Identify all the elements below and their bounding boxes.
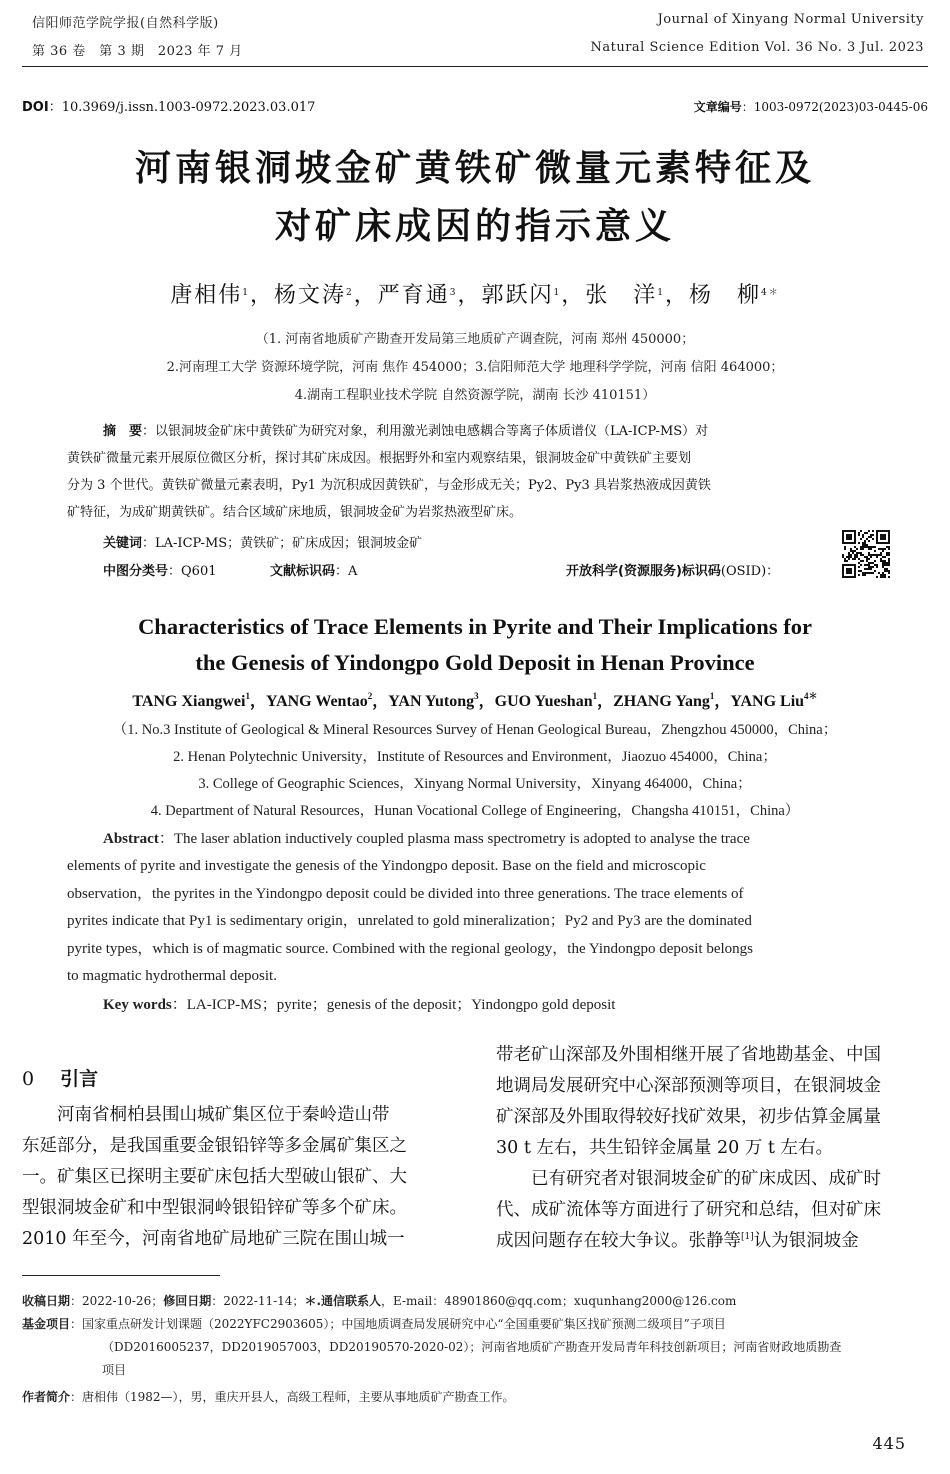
qr-module [874, 546, 876, 548]
section-title: 引言 [60, 1068, 99, 1090]
qr-module [850, 556, 852, 558]
qr-module [866, 544, 868, 546]
qr-module [868, 562, 870, 564]
qr-module [872, 554, 874, 556]
qr-module [850, 554, 852, 556]
keywords-cn [103, 532, 422, 551]
author-affiliation-mark: 1 [592, 691, 598, 701]
header-rule [22, 66, 928, 67]
qr-module [864, 564, 866, 566]
author-separator: ， [353, 283, 378, 308]
qr-module [888, 572, 890, 574]
author-separator: ， [597, 693, 614, 710]
affiliation-en-2: 2. Henan Polytechnic University，Institute of Resources and Environment，Jiaozuo 454000，China； [173, 749, 777, 765]
qr-module [878, 548, 880, 550]
qr-module [868, 548, 870, 550]
qr-module [860, 570, 862, 572]
qr-module [876, 556, 878, 558]
qr-module [864, 540, 866, 542]
title-en-line2: the Genesis of Yindongpo Gold Deposit in Henan Province [195, 650, 755, 675]
qr-module [886, 546, 888, 548]
title-cn-line2: 对矿床成因的指示意义 [274, 206, 675, 247]
qr-module [858, 542, 860, 544]
document-code [270, 560, 357, 579]
qr-module [882, 576, 884, 578]
qr-module [878, 554, 880, 556]
qr-module [858, 532, 860, 534]
affiliation-cn-1: （1. 河南省地质矿产勘查开发局第三地质矿产调查院，河南 郑州 450000； [255, 332, 695, 347]
qr-module [870, 562, 872, 564]
keywords-en-value: ：LA-ICP-MS；pyrite；genesis of the deposit；Yindongpo gold deposit [171, 997, 616, 1013]
qr-module [864, 568, 866, 570]
doc-code-label: 文献标识码 [270, 564, 336, 579]
body-line: 2010 年至今，河南省地矿局地矿三院在围山城一 [22, 1229, 405, 1249]
qr-module [884, 570, 886, 572]
abstract-cn [67, 418, 887, 526]
qr-module [888, 560, 890, 562]
qr-module [852, 558, 854, 560]
qr-module [844, 546, 846, 548]
author-cn: 杨文涛 [273, 283, 346, 308]
section-number: 0 [22, 1068, 35, 1090]
qr-module [842, 554, 844, 556]
author-cn: 严育通 [377, 283, 450, 308]
affiliation-en-4: 4. Department of Natural Resources，Hunan Vocational College of Engineering，Changsha 410151，China） [150, 803, 800, 819]
page-number: 445 [872, 1434, 906, 1453]
qr-module [858, 570, 860, 572]
qr-module [880, 574, 882, 576]
qr-module [854, 554, 856, 556]
qr-module [856, 548, 858, 550]
qr-module [866, 538, 868, 540]
abstract-en-line: to magmatic hydrothermal deposit. [67, 968, 277, 985]
title-en-line1: Characteristics of Trace Elements in Pyrite and Their Implications for [138, 614, 812, 639]
qr-module [866, 556, 868, 558]
qr-module [874, 560, 876, 562]
doc-code-value: ：A [335, 564, 358, 579]
qr-module [856, 556, 858, 558]
qr-module [866, 572, 868, 574]
qr-module [844, 560, 846, 562]
qr-module [848, 554, 850, 556]
qr-module [862, 534, 864, 536]
abstract-cn-line: 矿特征，为成矿期黄铁矿。结合区域矿床地质，银洞坡金矿为岩浆热液型矿床。 [67, 505, 523, 520]
qr-module [870, 568, 872, 570]
qr-module [888, 562, 890, 564]
authors-cn [0, 278, 950, 309]
issue-en: Natural Science Edition Vol. 36 No. 3 Jul. 2023 [590, 40, 924, 55]
qr-module [882, 572, 884, 574]
qr-module [886, 554, 888, 556]
qr-module [866, 560, 868, 562]
qr-module [860, 530, 862, 532]
qr-module [848, 552, 850, 554]
abstract-en-line: observation，the pyrites in the Yindongpo deposit could be divided into three generations. The trace elements of [67, 885, 744, 902]
qr-code-icon[interactable] [842, 530, 890, 578]
qr-module [846, 534, 852, 540]
qr-module [884, 574, 886, 576]
abstract-cn-line: 黄铁矿微量元素开展原位微区分析，探讨其矿床成因。根据野外和室内观察结果，银洞坡金矿中黄铁矿主要划 [67, 451, 692, 466]
author-cn: 杨 柳 [689, 283, 762, 308]
qr-module [876, 564, 878, 566]
qr-module [850, 548, 852, 550]
body-right-column [496, 1040, 932, 1257]
affiliation-en-3: 3. College of Geographic Sciences，Xinyang Normal University，Xinyang 464000，China； [198, 776, 752, 792]
affiliation-cn-2: 2.河南理工大学 资源环境学院，河南 焦作 454000；3.信阳师范大学 地理科学学院，河南 信阳 464000； [166, 360, 784, 375]
author-separator: ， [249, 283, 274, 308]
qr-module [846, 556, 848, 558]
qr-module [858, 552, 860, 554]
author-cn: 张 洋 [585, 283, 658, 308]
qr-module [844, 558, 846, 560]
author-separator: ， [714, 693, 731, 710]
qr-module [870, 556, 872, 558]
qr-module [862, 560, 864, 562]
qr-module [866, 546, 868, 548]
qr-module [848, 556, 850, 558]
section-heading [22, 1064, 98, 1091]
title-cn-line1: 河南银洞坡金矿黄铁矿微量元素特征及 [134, 148, 815, 189]
qr-module [870, 546, 872, 548]
qr-module [870, 554, 872, 556]
author-en: ZHANG Yang [613, 693, 710, 710]
doi-value: ：10.3969/j.issn.1003-0972.2023.03.017 [48, 100, 316, 115]
clc-label: 中图分类号 [103, 564, 169, 579]
qr-module [868, 558, 870, 560]
body-line: 代、成矿流体等方面进行了研究和总结，但对矿床 [496, 1200, 881, 1220]
qr-module [880, 576, 882, 578]
body-line: 一。矿集区已探明主要矿床包括大型破山银矿、大 [22, 1167, 407, 1187]
author-en: TANG Xiangwei [132, 693, 246, 710]
body-line: 河南省桐柏县围山城矿集区位于秦岭造山带 [22, 1105, 390, 1125]
qr-module [862, 546, 864, 548]
qr-module [872, 566, 874, 568]
abstract-en-line: pyrites indicate that Py1 is sedimentary origin，unrelated to gold mineralization；Py2 and Py3 are the dominated [67, 913, 752, 930]
qr-module [860, 552, 862, 554]
qr-module [858, 558, 860, 560]
qr-module [880, 554, 882, 556]
author-affiliation-mark: 2 [345, 288, 354, 298]
article-number [694, 98, 928, 115]
qr-module [862, 544, 864, 546]
footnote-fund-cont: （DD2016005237，DD2019057003，DD20190570-2020-02）；河南省地质矿产勘查开发局青年科技创新项目；河南省财政地质勘查 [102, 1340, 842, 1354]
qr-module [860, 560, 862, 562]
abstract-en [67, 826, 887, 990]
author-separator: ， [665, 283, 690, 308]
qr-module [858, 562, 860, 564]
abstract-en-label: Abstract [103, 831, 159, 847]
qr-module [866, 568, 868, 570]
qr-module [868, 546, 870, 548]
qr-module [886, 570, 888, 572]
abstract-en-line: elements of pyrite and investigate the genesis of the Yindongpo deposit. Base on the field and microscopic [67, 858, 706, 875]
qr-module [862, 554, 864, 556]
body-line: 矿深部及外围取得较好找矿效果，初步估算金属量 [496, 1107, 881, 1127]
qr-module [872, 572, 874, 574]
qr-module [862, 536, 864, 538]
qr-module [888, 546, 890, 548]
qr-module [854, 556, 856, 558]
doi-label: DOI [22, 100, 49, 115]
qr-module [882, 560, 884, 562]
qr-module [862, 542, 864, 544]
abstract-en-line: pyrite types，which is of magmatic source. Combined with the regional geology，the Yindongpo deposit belongs [67, 940, 753, 957]
abstract-cn-label: 摘 要 [103, 424, 143, 439]
authors-en [0, 688, 950, 711]
author-separator: ， [249, 693, 266, 710]
qr-module [860, 548, 862, 550]
osid [566, 560, 779, 579]
qr-module [864, 544, 866, 546]
qr-module [880, 548, 882, 550]
qr-module [882, 548, 884, 550]
body-line: 型银洞坡金矿和中型银洞岭银铅锌矿等多个矿床。 [22, 1198, 407, 1218]
abstract-cn-line: 摘 要：以银洞坡金矿床中黄铁矿为研究对象，利用激光剥蚀电感耦合等离子体质谱仪（LA-ICP-MS）对 [67, 418, 887, 445]
qr-module [882, 574, 884, 576]
author-affiliation-mark: 4＊ [761, 288, 780, 298]
qr-module [888, 558, 890, 560]
qr-module [856, 554, 858, 556]
qr-module [866, 558, 868, 560]
qr-module [860, 564, 862, 566]
qr-module [860, 554, 862, 556]
body-line: 成因问题存在较大争议。张静等[1]认为银洞坡金 [496, 1231, 859, 1251]
qr-module [858, 534, 860, 536]
footnote-fund: 基金项目：国家重点研发计划课题（2022YFC2903605）；中国地质调查局发展研究中心“全国重要矿集区找矿预测二级项目”子项目 [22, 1317, 726, 1331]
qr-module [846, 560, 848, 562]
qr-module [868, 564, 870, 566]
qr-module [888, 548, 890, 550]
qr-module [886, 564, 888, 566]
affiliation-cn-3: 4.湖南工程职业技术学院 自然资源学院，湖南 长沙 410151） [294, 388, 656, 403]
keywords-cn-label: 关键词 [103, 536, 143, 551]
article-number-label: 文章编号 [693, 100, 742, 114]
qr-module [880, 534, 886, 540]
qr-module [864, 546, 866, 548]
author-affiliation-mark: 1 [657, 288, 666, 298]
qr-module [842, 556, 844, 558]
author-en: YANG Liu [730, 693, 805, 710]
author-separator: ， [372, 693, 389, 710]
qr-module [868, 552, 870, 554]
keywords-en-label: Key words [103, 997, 172, 1013]
qr-module [862, 574, 864, 576]
author-affiliation-mark: 1 [553, 288, 562, 298]
qr-module [868, 530, 870, 532]
qr-module [870, 566, 872, 568]
qr-module [870, 572, 872, 574]
qr-module [870, 534, 872, 536]
clc-value: ：Q601 [168, 564, 217, 579]
qr-module [884, 560, 886, 562]
qr-module [888, 576, 890, 578]
qr-module [882, 550, 884, 552]
qr-module [854, 558, 856, 560]
qr-module [864, 574, 866, 576]
qr-module [886, 552, 888, 554]
qr-module [854, 546, 856, 548]
author-separator: ， [457, 283, 482, 308]
qr-module [884, 568, 886, 570]
keywords-en [103, 993, 615, 1014]
qr-module [868, 536, 870, 538]
qr-module [866, 564, 868, 566]
qr-module [858, 566, 860, 568]
journal-name-cn: 信阳师范学院学报(自然科学版) [32, 16, 219, 31]
qr-module [860, 538, 862, 540]
qr-module [860, 546, 862, 548]
qr-module [854, 550, 856, 552]
qr-module [864, 556, 866, 558]
qr-module [856, 552, 858, 554]
qr-module [868, 540, 870, 542]
qr-module [884, 562, 886, 564]
footnote-rule [22, 1275, 220, 1276]
qr-module [846, 568, 852, 574]
qr-module [864, 532, 866, 534]
qr-module [884, 576, 886, 578]
qr-module [870, 548, 872, 550]
author-separator: ， [478, 693, 495, 710]
author-affiliation-mark: 1 [245, 691, 250, 701]
qr-module [850, 550, 852, 552]
qr-module [888, 552, 890, 554]
body-line: 30 t 左右，共生铅锌金属量 20 万 t 左右。 [496, 1138, 833, 1158]
qr-module [862, 572, 864, 574]
qr-module [872, 538, 874, 540]
qr-module [880, 558, 882, 560]
qr-module [848, 558, 850, 560]
citation-link[interactable]: [1] [741, 1232, 754, 1242]
qr-module [874, 564, 876, 566]
footnote-fund-cont: 项目 [102, 1363, 127, 1377]
qr-module [880, 560, 882, 562]
qr-module [844, 548, 846, 550]
qr-module [884, 564, 886, 566]
author-affiliation-mark: 4＊ [804, 691, 818, 701]
qr-module [872, 546, 874, 548]
footnote-received: 收稿日期：2022-10-26；修回日期：2022-11-14；＊.通信联系人，E-mail：48901860@qq.com；xuqunhang2000@126.com [22, 1294, 737, 1308]
author-en: YAN Yutong [388, 693, 475, 710]
journal-name-en: Journal of Xinyang Normal University [657, 12, 924, 27]
issue-cn: 第 36 卷 第 3 期 2023 年 7 月 [32, 44, 243, 59]
qr-module [884, 556, 886, 558]
qr-module [882, 566, 884, 568]
qr-module [858, 574, 860, 576]
qr-module [884, 548, 886, 550]
body-line: 带老矿山深部及外围相继开展了省地勘基金、中国 [496, 1045, 881, 1065]
qr-module [874, 550, 876, 552]
qr-module [882, 556, 884, 558]
qr-module [872, 562, 874, 564]
qr-module [878, 572, 880, 574]
qr-module [886, 562, 888, 564]
affiliation-en-1: （1. No.3 Institute of Geological & Mineral Resources Survey of Henan Geological Bureau，Zhengzhou 450000，China； [112, 722, 838, 738]
qr-module [852, 552, 854, 554]
qr-module [882, 564, 884, 566]
qr-module [868, 554, 870, 556]
qr-module [870, 536, 872, 538]
qr-module [864, 572, 866, 574]
abstract-cn-line: 分为 3 个世代。黄铁矿微量元素表明，Py1 为沉积成因黄铁矿，与金形成无关；Py2、Py3 具岩浆热液成因黄铁 [67, 478, 711, 493]
osid-value: (OSID)： [720, 564, 780, 579]
qr-module [874, 570, 876, 572]
qr-module [868, 568, 870, 570]
author-affiliation-mark: 1 [709, 691, 715, 701]
qr-module [872, 534, 874, 536]
author-en: GUO Yueshan [494, 693, 593, 710]
body-line: 地调局发展研究中心深部预测等项目，在银洞坡金 [496, 1076, 881, 1096]
qr-module [876, 566, 878, 568]
qr-module [882, 562, 884, 564]
qr-module [868, 572, 870, 574]
body-line: 已有研究者对银洞坡金矿的矿床成因、成矿时 [496, 1169, 881, 1189]
osid-label: 开放科学(资源服务)标识码 [566, 564, 721, 579]
qr-module [886, 568, 888, 570]
qr-module [880, 552, 882, 554]
abstract-en-line: Abstract：The laser ablation inductively coupled plasma mass spectrometry is adopted to analyse the trace [67, 826, 887, 853]
author-cn: 唐相伟 [170, 283, 243, 308]
author-affiliation-mark: 3 [474, 691, 479, 701]
body-left-column [22, 1100, 458, 1255]
qr-module [888, 570, 890, 572]
body-line: 东延部分，是我国重要金银铅锌等多金属矿集区之 [22, 1136, 407, 1156]
qr-module [876, 576, 878, 578]
qr-module [888, 564, 890, 566]
author-separator: ， [561, 283, 586, 308]
qr-module [864, 542, 866, 544]
author-affiliation-mark: 2 [367, 691, 373, 701]
article-number-value: ：1003-0972(2023)03-0445-06 [741, 100, 928, 114]
qr-module [866, 532, 868, 534]
qr-module [876, 554, 878, 556]
clc-number [103, 560, 217, 579]
qr-module [852, 550, 854, 552]
author-affiliation-mark: 3 [449, 288, 458, 298]
qr-module [872, 530, 874, 532]
qr-module [868, 566, 870, 568]
footnote-bio: 作者简介：唐相伟（1982—），男，重庆开县人，高级工程师，主要从事地质矿产勘查工作。 [22, 1390, 515, 1404]
author-cn: 郭跃闪 [481, 283, 554, 308]
keywords-cn-value: ：LA-ICP-MS；黄铁矿；矿床成因；银洞坡金矿 [142, 536, 423, 551]
author-affiliation-mark: 1 [242, 288, 250, 298]
author-en: YANG Wentao [265, 693, 368, 710]
qr-module [862, 548, 864, 550]
footnotes [22, 1290, 932, 1409]
qr-module [874, 554, 876, 556]
doi-line [22, 96, 315, 115]
qr-module [888, 554, 890, 556]
